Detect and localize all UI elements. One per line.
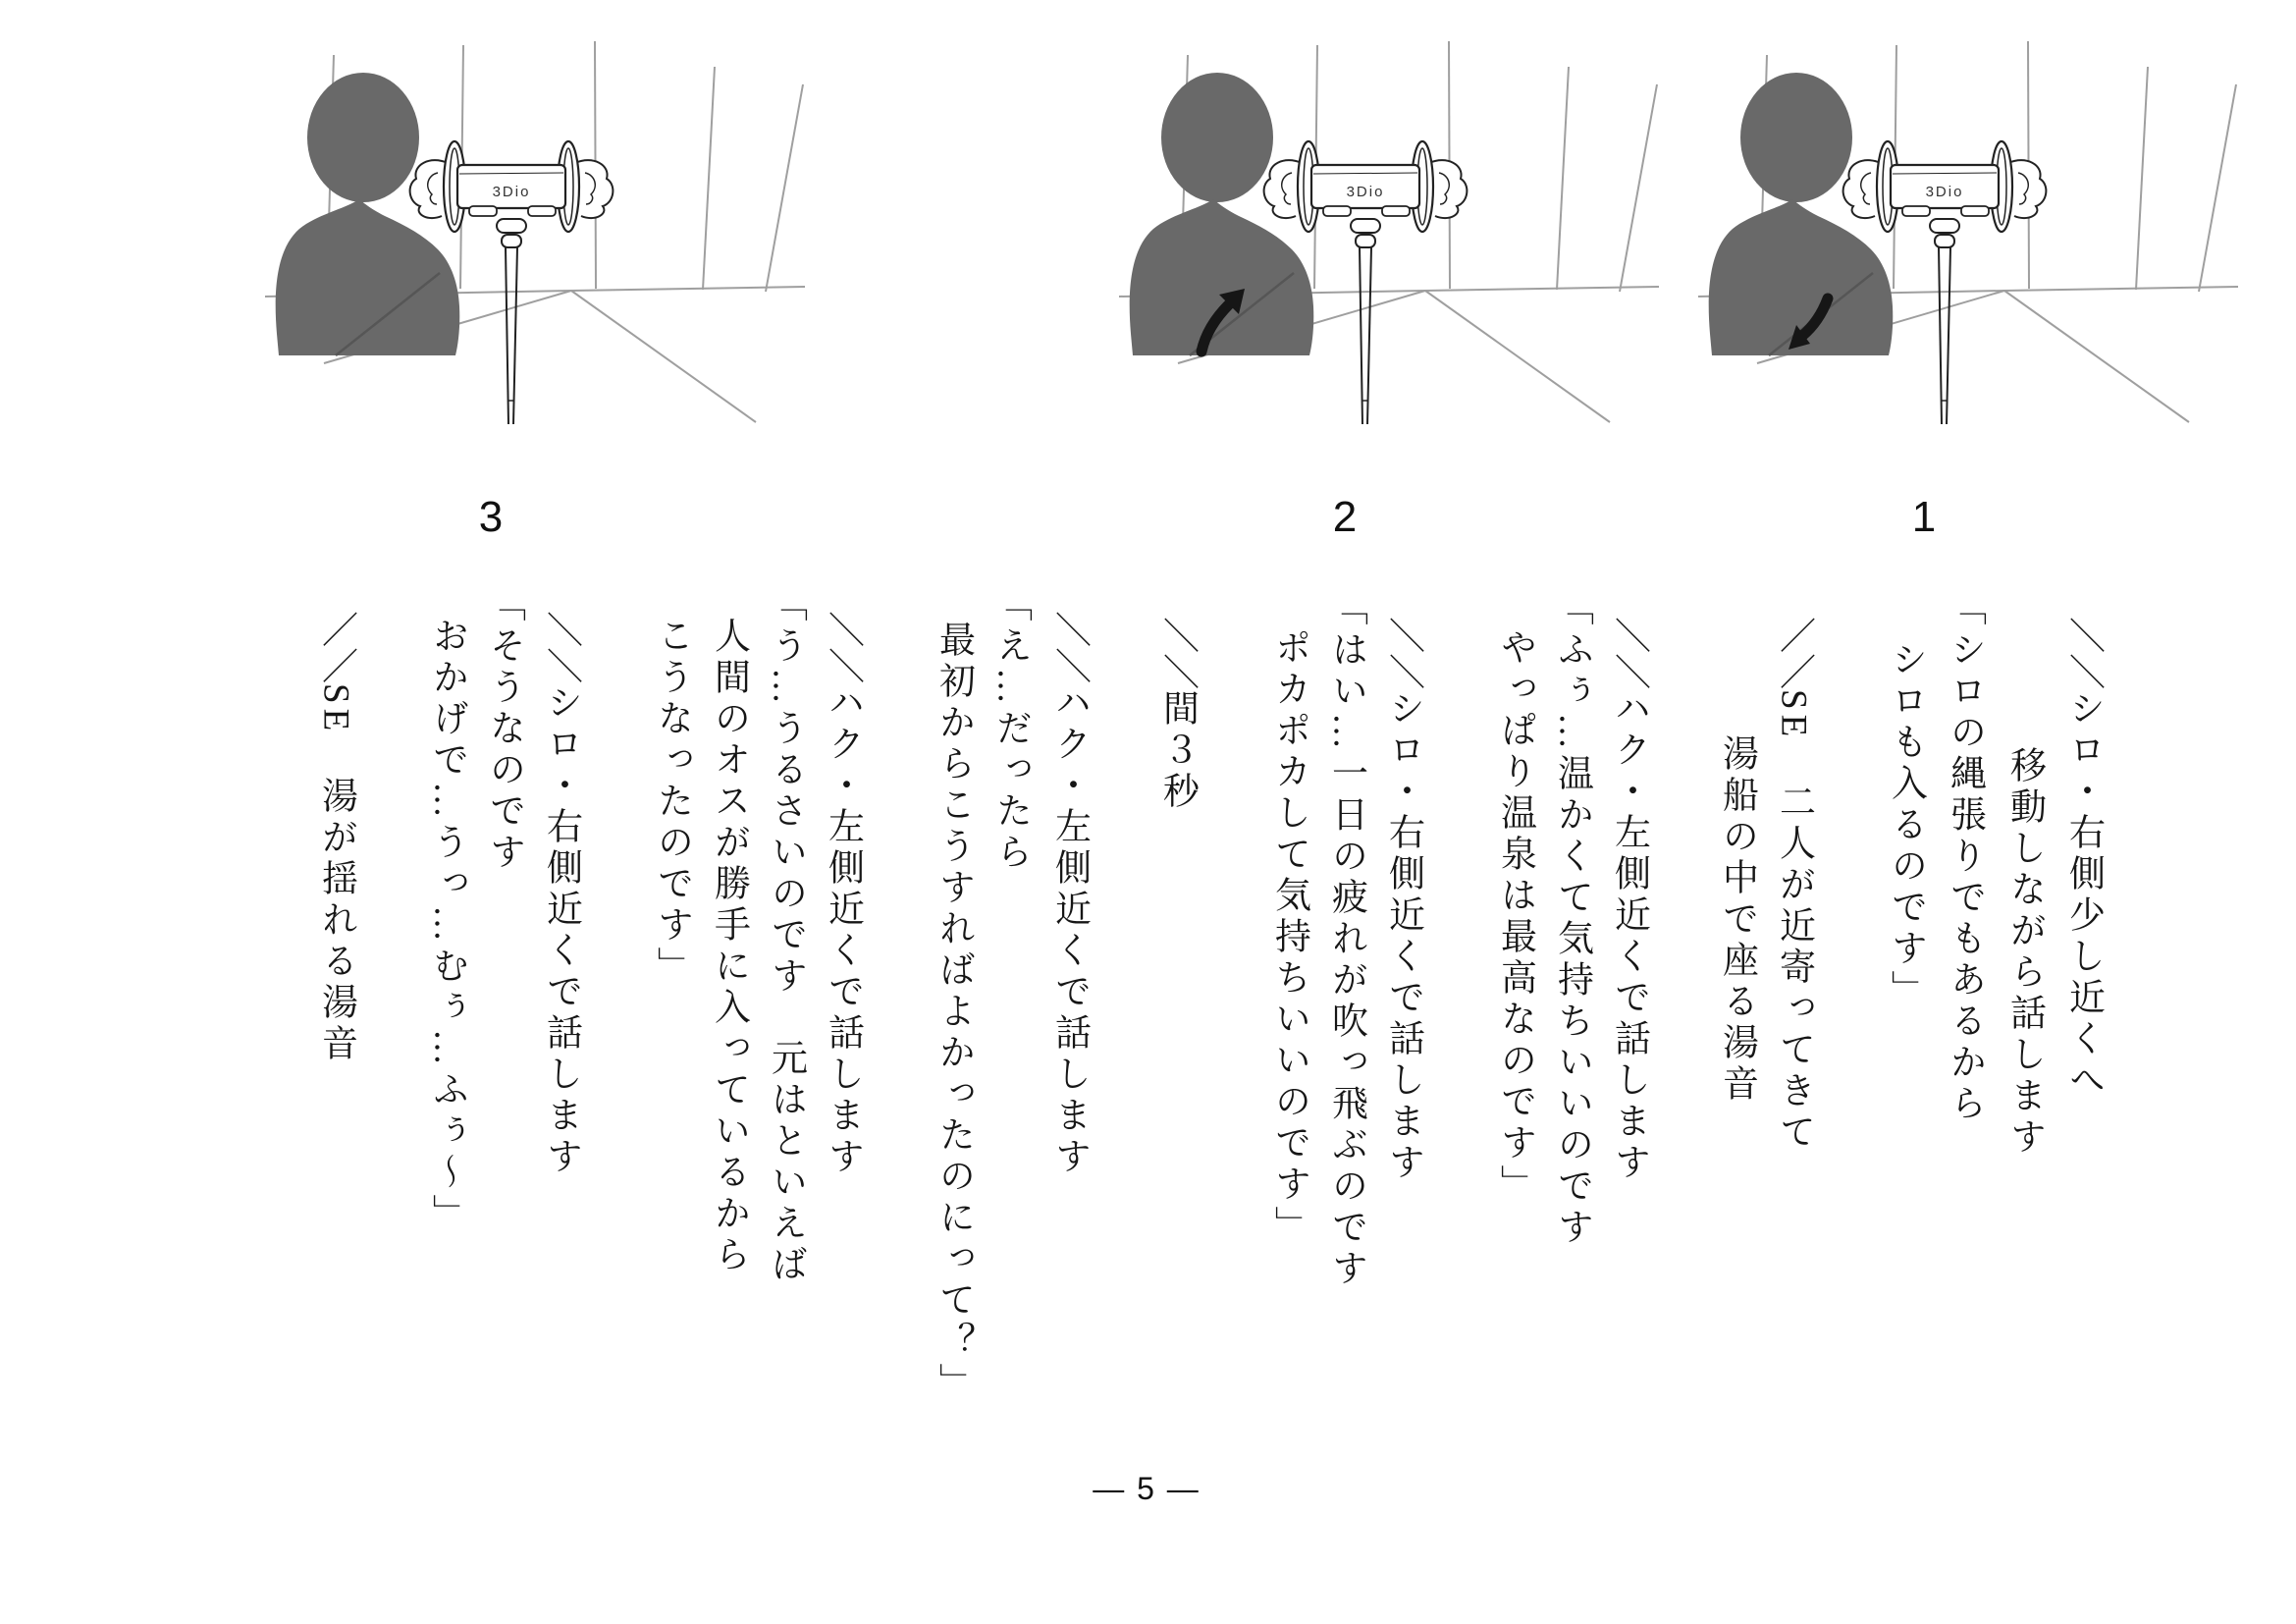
script-line-direction: ＼＼ハク・左側近くで話します xyxy=(822,611,863,1178)
script-line-dialogue-cont: おかげで…うっ…むぅ…ふぅ～」 xyxy=(426,617,467,1235)
script-line-dialogue-cont: 最初からこうすればよかったのにって？」 xyxy=(933,621,974,1404)
mic-stand xyxy=(1351,219,1380,424)
script-line-direction: ＼＼シロ・右側少し近くへ xyxy=(2062,617,2104,1102)
scene-illustration-3 xyxy=(265,39,805,432)
se-label: SE xyxy=(1773,689,1814,742)
script-line-dialogue-cont: ポカポカして気持ちいいのです」 xyxy=(1268,628,1309,1247)
mic-stand xyxy=(1930,219,1959,424)
ear-right-icon xyxy=(2008,160,2046,218)
script-line-dialogue: 「え…だったら xyxy=(989,585,1031,874)
direction-marker: ＼＼ xyxy=(822,611,863,683)
script-line-se: ／／SE 湯が揺れる湯音 xyxy=(315,611,356,1066)
ear-left-icon xyxy=(1843,160,1881,218)
scene-illustration-1 xyxy=(1698,39,2238,432)
script-line-pause: ＼＼間３秒 xyxy=(1156,617,1198,813)
script-line-se-cont: 湯船の中で座る湯音 xyxy=(1716,734,1757,1106)
script-line-dialogue: 「そうなのです xyxy=(483,585,524,874)
se-label: SE xyxy=(315,683,356,736)
script-line-dialogue: 「はい…一日の疲れが吹っ飛ぶのです xyxy=(1325,589,1366,1290)
direction-marker: ＼＼ xyxy=(1048,611,1090,683)
direction-marker: ＼＼ xyxy=(1156,617,1198,689)
script-line-direction: ＼＼シロ・右側近くで話します xyxy=(540,611,581,1178)
script-line-dialogue-cont: やっぱり温泉は最高なのです」 xyxy=(1494,628,1535,1206)
se-marker: ／／ xyxy=(315,611,356,683)
se-marker: ／／ xyxy=(1773,617,1814,689)
script-line-dialogue-cont: こうなったのです」 xyxy=(651,617,692,988)
mic-stand xyxy=(497,219,526,424)
script-line-dialogue-cont: シロも入るのです」 xyxy=(1885,640,1926,1011)
ear-right-icon xyxy=(575,160,613,218)
ear-left-icon xyxy=(410,160,448,218)
ear-left-icon xyxy=(1264,160,1302,218)
script-line-direction: ＼＼シロ・右側近くで話します xyxy=(1382,617,1423,1184)
script-line-dialogue-cont: 人間のオスが勝手に入っているから xyxy=(708,617,749,1276)
script-line-direction: ＼＼ハク・左側近くで話します xyxy=(1048,611,1090,1178)
mic-label: 3Dio xyxy=(1925,184,1964,200)
panel-number-3: 3 xyxy=(478,493,504,541)
direction-marker: ＼＼ xyxy=(1382,617,1423,689)
script-line-dialogue: 「シロの縄張りでもあるから xyxy=(1944,589,1985,1125)
scene-illustration-2 xyxy=(1119,39,1659,432)
direction-marker: ＼＼ xyxy=(540,611,581,683)
page-number: — 5 — xyxy=(1093,1471,1201,1506)
mic-label: 3Dio xyxy=(492,184,531,200)
direction-marker: ＼＼ xyxy=(1608,617,1649,689)
script-line-se: ／／SE 二人が近寄ってきて xyxy=(1773,617,1814,1155)
panel-number-1: 1 xyxy=(1911,493,1937,541)
script-line-dialogue: 「ふぅ…温かくて気持ちいいのです xyxy=(1551,589,1592,1249)
ear-right-icon xyxy=(1429,160,1467,218)
script-line-direction-cont: 移動しながら話します xyxy=(2003,746,2045,1159)
panel-number-2: 2 xyxy=(1332,493,1358,541)
direction-marker: ＼＼ xyxy=(2062,617,2104,689)
script-line-direction: ＼＼ハク・左側近くで話します xyxy=(1608,617,1649,1184)
mic-label: 3Dio xyxy=(1346,184,1385,200)
script-line-dialogue: 「う…うるさいのです 元はといえば xyxy=(765,585,806,1286)
